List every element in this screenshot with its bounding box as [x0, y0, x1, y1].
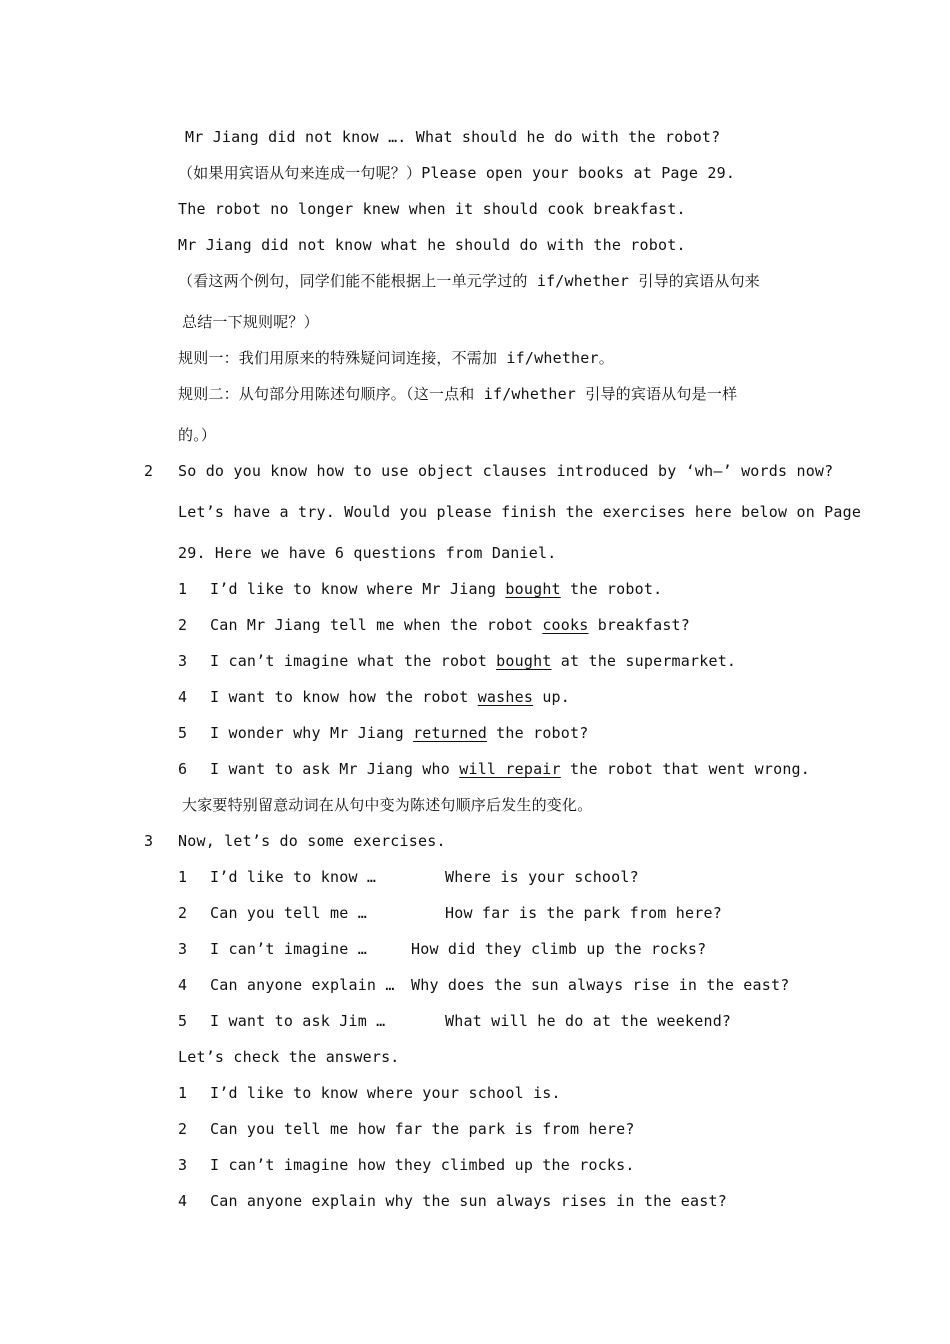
answer-number: 1	[178, 1084, 188, 1102]
intro-line-4: Mr Jiang did not know what he should do with the robot.	[178, 236, 686, 254]
exercise-question: What will he do at the weekend?	[445, 1012, 732, 1030]
underlined-verb: bought	[505, 580, 561, 598]
intro-line-3: The robot no longer knew when it should cook breakfast.	[178, 200, 686, 218]
exercise-question: How far is the park from here?	[445, 904, 722, 922]
item-text-end: up.	[533, 688, 571, 706]
item-text-end: the robot.	[560, 580, 663, 598]
check-answers-heading: Let’s check the answers.	[178, 1048, 400, 1066]
underlined-verb: cooks	[542, 616, 589, 634]
section-3-number: 3	[144, 832, 154, 850]
question-item	[178, 759, 810, 779]
exercise-stem: Can anyone explain …	[210, 976, 395, 994]
rule-two-end: 的。）	[178, 426, 217, 444]
underlined-verb: will repair	[459, 760, 561, 778]
exercise-stem: Can you tell me …	[210, 904, 367, 922]
question-item	[178, 579, 662, 599]
answer-number: 3	[178, 1156, 188, 1174]
item-number: 6	[178, 760, 188, 778]
question-item	[178, 723, 588, 743]
item-text-end: the robot?	[486, 724, 589, 742]
exercise-question: Where is your school?	[445, 868, 639, 886]
underlined-verb: returned	[413, 724, 487, 742]
item-text: I can’t imagine what the robot	[210, 652, 497, 670]
intro-line-2: （如果用宾语从句来连成一句呢？）Please open your books at Page 29.	[178, 164, 736, 182]
exercise-question: Why does the sun always rise in the east?	[411, 976, 790, 994]
question-item	[178, 687, 570, 707]
section-3-intro: Now, let’s do some exercises.	[178, 832, 446, 850]
section-2-line-1: So do you know how to use object clauses introduced by ‘wh–’ words now?	[178, 462, 834, 480]
item-text-end: the robot that went wrong.	[560, 760, 811, 778]
rule-one: 规则一：我们用原来的特殊疑问词连接，不需加 if/whether。	[178, 349, 614, 367]
question-item	[178, 615, 690, 635]
verb-change-note: 大家要特别留意动词在从句中变为陈述句顺序后发生的变化。	[182, 796, 593, 814]
section-2-line-2: Let’s have a try. Would you please finish the exercises here below on Page	[178, 503, 862, 521]
exercise-stem: I want to ask Jim …	[210, 1012, 386, 1030]
exercise-stem: I can’t imagine …	[210, 940, 367, 958]
item-text: I want to ask Mr Jiang who	[210, 760, 460, 778]
item-text-end: at the supermarket.	[551, 652, 737, 670]
item-number: 1	[178, 580, 188, 598]
section-2-line-3: 29. Here we have 6 questions from Daniel.	[178, 544, 557, 562]
item-number: 3	[178, 652, 188, 670]
exercise-question: How did they climb up the rocks?	[411, 940, 707, 958]
exercise-number: 5	[178, 1012, 188, 1030]
item-text: I want to know how the robot	[210, 688, 478, 706]
answer-text: I can’t imagine how they climbed up the rocks.	[210, 1156, 635, 1174]
item-text: I’d like to know where Mr Jiang	[210, 580, 506, 598]
answer-text: Can anyone explain why the sun always rises in the east?	[210, 1192, 727, 1210]
item-text-end: breakfast?	[588, 616, 691, 634]
item-text: Can Mr Jiang tell me when the robot	[210, 616, 543, 634]
answer-text: Can you tell me how far the park is from here?	[210, 1120, 635, 1138]
item-number: 5	[178, 724, 188, 742]
intro-line-6: 总结一下规则呢？）	[182, 313, 319, 331]
item-number: 4	[178, 688, 188, 706]
answer-number: 4	[178, 1192, 188, 1210]
rule-two: 规则二：从句部分用陈述句顺序。（这一点和 if/whether 引导的宾语从句是一样	[178, 385, 738, 403]
exercise-number: 3	[178, 940, 188, 958]
question-item	[178, 651, 736, 671]
answer-number: 2	[178, 1120, 188, 1138]
item-number: 2	[178, 616, 188, 634]
exercise-number: 1	[178, 868, 188, 886]
intro-line-1: Mr Jiang did not know …. What should he do with the robot?	[185, 128, 721, 146]
exercise-number: 4	[178, 976, 188, 994]
section-2-number: 2	[144, 462, 154, 480]
intro-line-5: （看这两个例句，同学们能不能根据上一单元学过的 if/whether 引导的宾语从句来	[178, 272, 760, 290]
item-text: I wonder why Mr Jiang	[210, 724, 414, 742]
underlined-verb: washes	[477, 688, 534, 706]
exercise-stem: I’d like to know …	[210, 868, 377, 886]
exercise-number: 2	[178, 904, 188, 922]
underlined-verb: bought	[496, 652, 552, 670]
answer-text: I’d like to know where your school is.	[210, 1084, 561, 1102]
